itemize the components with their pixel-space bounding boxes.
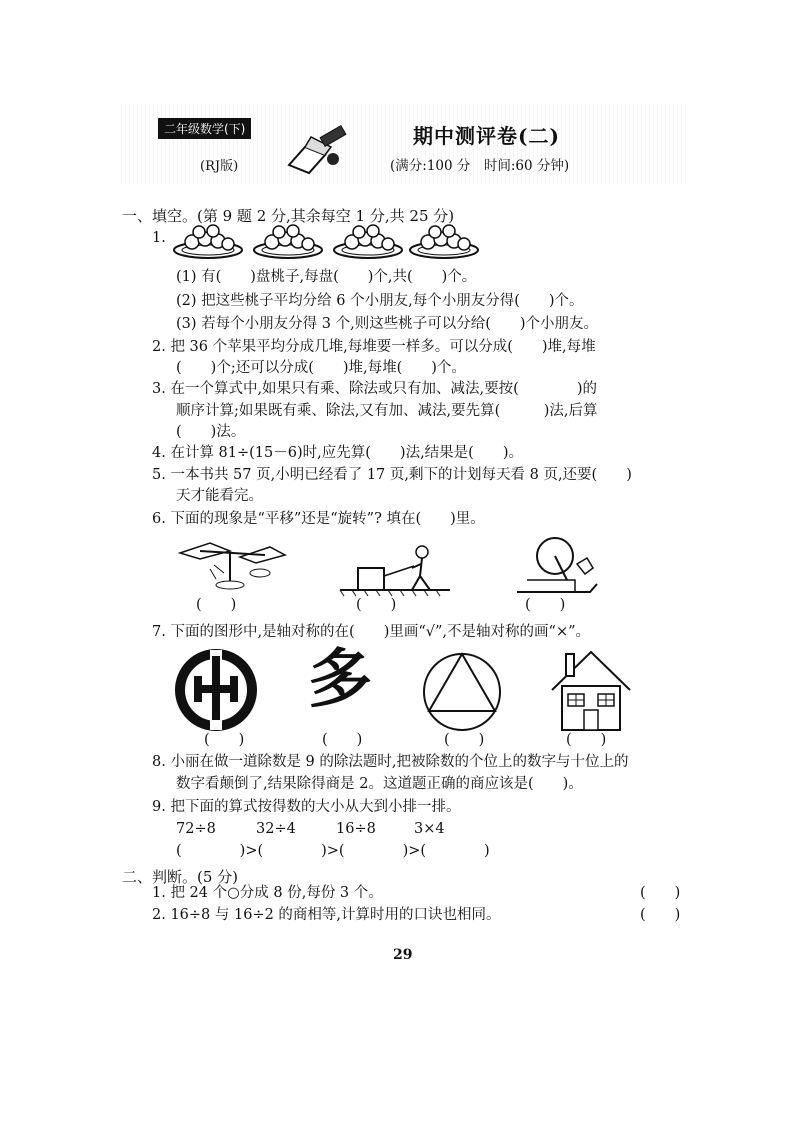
q3-line3: ( )法。 xyxy=(176,424,246,440)
q9-expr-1: 72÷8 xyxy=(176,821,216,837)
q9-expr-3: 16÷8 xyxy=(336,821,376,837)
windmill-toy-image xyxy=(170,533,290,593)
q7-blank-2[interactable]: ( ) xyxy=(322,732,363,748)
book-telescope-icon xyxy=(285,125,355,175)
q9-expr-2: 32÷4 xyxy=(256,821,296,837)
judge-item-1: 1. 把 24 个○分成 8 份,每份 3 个。 xyxy=(152,885,383,901)
judge-blank-1[interactable]: ( ) xyxy=(640,885,681,901)
q7-blank-1[interactable]: ( ) xyxy=(204,732,245,748)
q2-line2: ( )个;还可以分成( )堆,每堆( )个。 xyxy=(176,360,466,376)
q9-order-blanks[interactable]: ( )>( )>( )>( ) xyxy=(176,843,490,859)
section-heading: 一、填空。(第 9 题 2 分,其余每空 1 分,共 25 分) xyxy=(122,207,455,225)
q6-blank-3[interactable]: ( ) xyxy=(525,597,566,613)
score-time: (满分:100 分 时间:60 分钟) xyxy=(390,158,570,174)
q1-part2: (2) 把这些桃子平均分给 6 个小朋友,每个小朋友分得( )个。 xyxy=(176,293,584,309)
q6-blank-2[interactable]: ( ) xyxy=(356,597,397,613)
edition-label: (RJ版) xyxy=(200,159,239,174)
house-image xyxy=(548,648,634,734)
q5-line2: 天才能看完。 xyxy=(176,488,263,504)
bank-logo-image xyxy=(174,650,264,730)
q8-line2: 数字看颠倒了,结果除得商是 2。这道题正确的商应该是( )。 xyxy=(176,776,583,792)
q1-part3: (3) 若每个小朋友分得 3 个,则这些桃子可以分给( )个小朋友。 xyxy=(176,316,599,332)
page-title: 期中测评卷(二) xyxy=(413,124,560,148)
q1-part1: (1) 有( )盘桃子,每盘( )个,共( )个。 xyxy=(176,269,477,285)
q6-blank-1[interactable]: ( ) xyxy=(196,597,237,613)
q7-blank-4[interactable]: ( ) xyxy=(566,732,607,748)
q9-expr-4: 3×4 xyxy=(414,821,445,837)
q8-line1: 8. 小丽在做一道除数是 9 的除法题时,把被除数的个位上的数字与十位上的 xyxy=(152,754,629,770)
q4-text: 4. 在计算 81÷(15－6)时,应先算( )法,结果是( )。 xyxy=(152,445,523,461)
q3-line2: 顺序计算;如果既有乘、除法,又有加、减法,要先算( )法,后算 xyxy=(176,403,598,419)
judge-blank-2[interactable]: ( ) xyxy=(640,907,681,923)
q7-character: 多 xyxy=(308,643,372,717)
judge-item-2: 2. 16÷8 与 16÷2 的商相等,计算时用的口诀也相同。 xyxy=(152,907,501,923)
peach-plates-image xyxy=(172,224,472,264)
page-number: 29 xyxy=(393,947,413,963)
q2-line1: 2. 把 36 个苹果平均分成几堆,每堆要一样多。可以分成( )堆,每堆 xyxy=(152,339,596,355)
question-number: 1. xyxy=(152,230,166,246)
q7-blank-3[interactable]: ( ) xyxy=(444,732,485,748)
q3-line1: 3. 在一个算式中,如果只有乘、除法或只有加、减法,要按( )的 xyxy=(152,381,597,397)
q9-text: 9. 把下面的算式按得数的大小从大到小排一排。 xyxy=(152,799,461,815)
q5-line1: 5. 一本书共 57 页,小明已经看了 17 页,剩下的计划每天看 8 页,还要( ) xyxy=(152,467,632,483)
pushing-box-image xyxy=(340,540,460,596)
section-heading: 二、判断。(5 分) xyxy=(122,868,239,886)
q6-text: 6. 下面的现象是“平移”还是“旋转”? 填在( )里。 xyxy=(152,511,485,527)
rotating-wheel-image xyxy=(515,534,605,596)
grade-badge: 二年级数学(下) xyxy=(158,118,251,139)
q7-text: 7. 下面的图形中,是轴对称的在( )里画“√”,不是轴对称的画“×”。 xyxy=(152,624,591,640)
triangle-in-circle-image xyxy=(420,652,504,732)
